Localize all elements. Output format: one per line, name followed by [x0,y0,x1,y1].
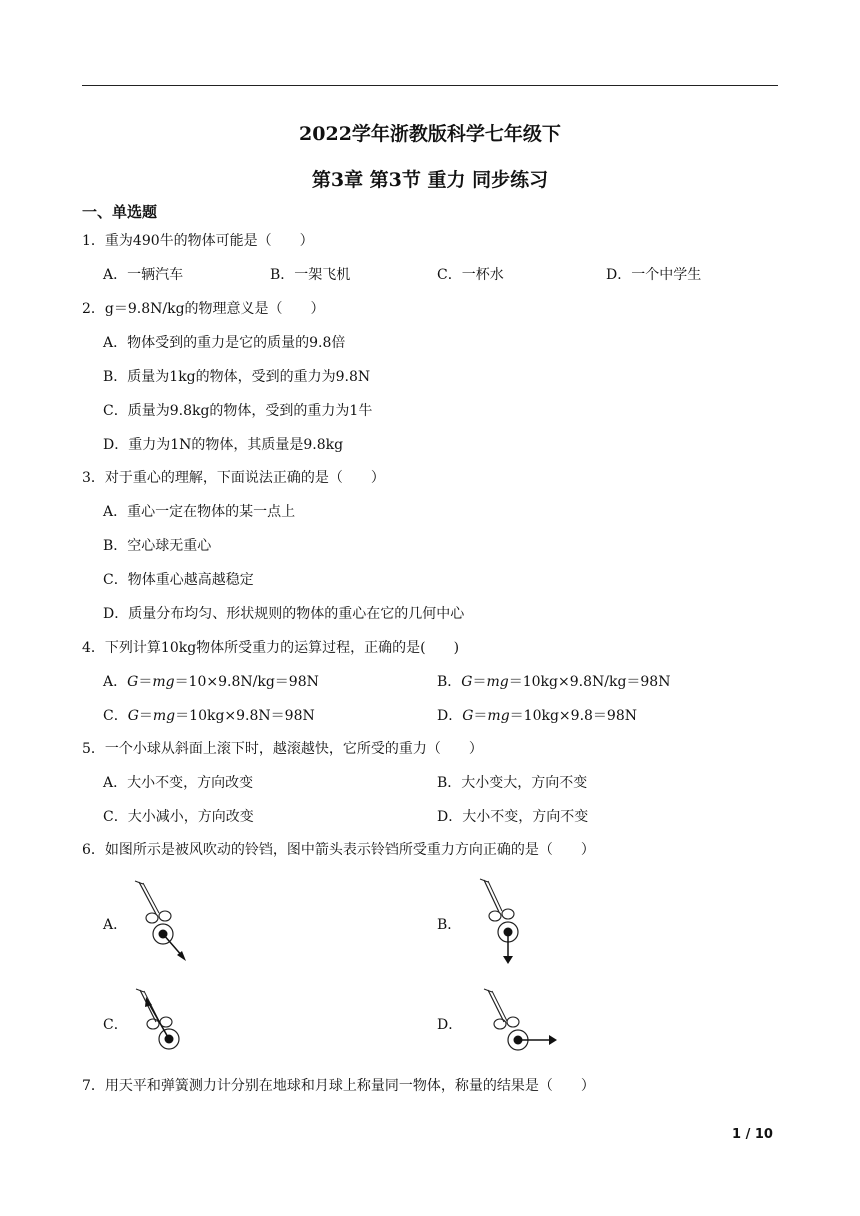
q4-option-d [437,705,637,725]
q4-option-c-label: C． [103,708,128,724]
q4-c-symbol-mg: mg [152,708,176,724]
q1-option-a: A．一辆汽车 [103,267,184,283]
q4-option-b-label: B． [437,674,462,690]
q5-option-b: B．大小变大，方向不变 [437,775,588,791]
bell-arrow-right-icon [476,986,562,1056]
q4-c-rest: ＝10kg×9.8N＝98N [175,708,315,724]
q6-option-a-label: A． [103,917,128,933]
q1-option-d: D．一个中学生 [606,267,702,283]
q4-option-b [437,671,670,691]
q4-b-rest: ＝10kg×9.8N/kg＝98N [508,674,671,690]
q4-b-symbol-mg: mg [486,674,509,690]
page-number: 1 / 10 [732,1127,773,1142]
q6-option-d-label: D． [437,1017,463,1033]
question-6-stem: 6．如图所示是被风吹动的铃铛，图中箭头表示铃铛所受重力方向正确的是（ ） [82,842,595,858]
bell-arrow-diagonal-icon [125,878,195,966]
section-heading: 一、单选题 [82,203,158,221]
q4-option-a [103,671,319,691]
question-2-stem: 2．g＝9.8N/kg的物理意义是（ ） [82,301,325,317]
q4-c-symbol-g: G [127,708,139,724]
q4-a-symbol-mg: mg [152,674,175,690]
q4-d-symbol-g: G [462,708,474,724]
bell-arrow-down-icon [472,876,532,970]
q4-d-symbol-mg: mg [487,708,510,724]
document-title: 2022学年浙教版科学七年级下 [299,123,561,145]
q4-b-symbol-g: G [461,674,473,690]
q3-option-a: A．重心一定在物体的某一点上 [103,504,296,520]
q2-option-b: B．质量为1kg的物体，受到的重力为9.8N [103,369,371,385]
q2-option-a: A．物体受到的重力是它的质量的9.8倍 [103,335,346,351]
q4-a-rest: ＝10×9.8N/kg＝98N [174,674,319,690]
q5-option-d: D．大小不变，方向不变 [437,809,589,825]
q1-option-c: C．一杯水 [437,267,504,283]
q5-option-a: A．大小不变，方向改变 [103,775,254,791]
q4-option-d-label: D． [437,708,463,724]
question-5-stem: 5．一个小球从斜面上滚下时，越滚越快，它所受的重力（ ） [82,741,483,757]
q4-a-symbol-g: G [127,674,139,690]
question-4-stem: 4．下列计算10kg物体所受重力的运算过程，正确的是( ) [82,640,460,656]
q4-option-c [103,705,315,725]
q4-b-equals: ＝ [472,674,487,690]
question-7-stem: 7．用天平和弹簧测力计分别在地球和月球上称量同一物体，称量的结果是（ ） [82,1078,595,1094]
q3-option-c: C．物体重心越高越稳定 [103,572,254,588]
document-subtitle: 第3章 第3节 重力 同步练习 [311,169,549,191]
question-1-stem: 1．重为490牛的物体可能是（ ） [82,233,314,249]
q3-option-d: D．质量分布均匀、形状规则的物体的重心在它的几何中心 [103,606,465,622]
q1-option-b: B．一架飞机 [270,267,351,283]
bell-arrow-up-icon [128,986,192,1056]
q4-d-equals: ＝ [473,708,488,724]
q4-a-equals: ＝ [138,674,153,690]
header-rule [82,85,778,86]
q3-option-b: B．空心球无重心 [103,538,212,554]
q2-option-d: D．重力为1N的物体，其质量是9.8kg [103,437,344,453]
q2-option-c: C．质量为9.8kg的物体，受到的重力为1牛 [103,403,373,419]
q6-option-b-label: B． [437,917,462,933]
q6-option-c-label: C． [103,1017,128,1033]
q4-option-a-label: A． [103,674,128,690]
q4-c-equals: ＝ [138,708,153,724]
question-3-stem: 3．对于重心的理解，下面说法正确的是（ ） [82,470,385,486]
q4-d-rest: ＝10kg×9.8＝98N [509,708,637,724]
q5-option-c: C．大小减小，方向改变 [103,809,254,825]
